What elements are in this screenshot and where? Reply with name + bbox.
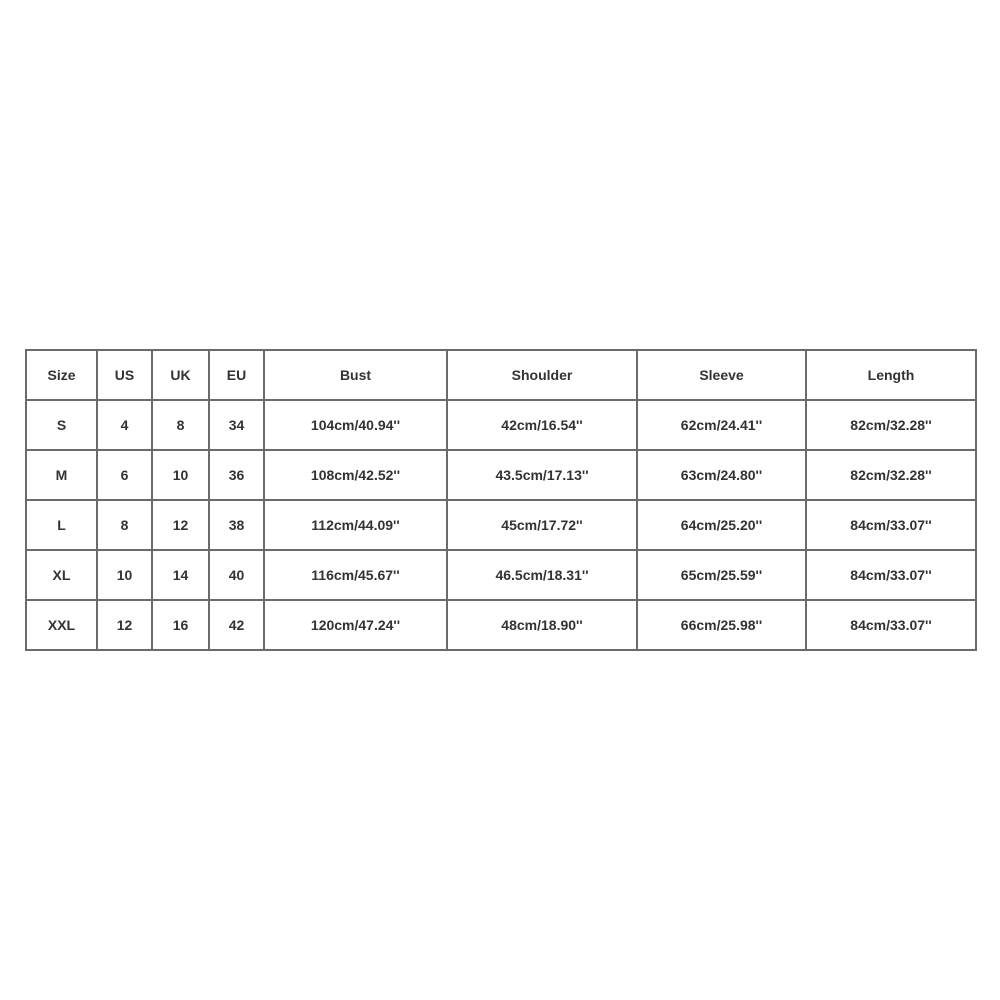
header-bust: Bust xyxy=(264,350,447,400)
cell-shoulder: 48cm/18.90'' xyxy=(447,600,637,650)
size-chart-table xyxy=(25,349,977,651)
cell-uk: 10 xyxy=(152,450,209,500)
cell-bust: 116cm/45.67'' xyxy=(264,550,447,600)
cell-length: 82cm/32.28'' xyxy=(806,450,976,500)
cell-uk: 8 xyxy=(152,400,209,450)
cell-sleeve: 63cm/24.80'' xyxy=(637,450,806,500)
cell-size: M xyxy=(26,450,97,500)
table-row xyxy=(26,400,976,450)
cell-sleeve: 62cm/24.41'' xyxy=(637,400,806,450)
header-shoulder: Shoulder xyxy=(447,350,637,400)
header-eu: EU xyxy=(209,350,264,400)
cell-sleeve: 66cm/25.98'' xyxy=(637,600,806,650)
cell-sleeve: 64cm/25.20'' xyxy=(637,500,806,550)
cell-bust: 112cm/44.09'' xyxy=(264,500,447,550)
cell-us: 4 xyxy=(97,400,152,450)
cell-shoulder: 46.5cm/18.31'' xyxy=(447,550,637,600)
cell-sleeve: 65cm/25.59'' xyxy=(637,550,806,600)
cell-uk: 14 xyxy=(152,550,209,600)
header-sleeve: Sleeve xyxy=(637,350,806,400)
cell-length: 84cm/33.07'' xyxy=(806,500,976,550)
cell-length: 84cm/33.07'' xyxy=(806,600,976,650)
table-row xyxy=(26,550,976,600)
header-row xyxy=(26,350,976,400)
cell-length: 82cm/32.28'' xyxy=(806,400,976,450)
cell-shoulder: 45cm/17.72'' xyxy=(447,500,637,550)
cell-uk: 12 xyxy=(152,500,209,550)
header-uk: UK xyxy=(152,350,209,400)
cell-eu: 36 xyxy=(209,450,264,500)
table-row xyxy=(26,500,976,550)
cell-bust: 104cm/40.94'' xyxy=(264,400,447,450)
cell-shoulder: 43.5cm/17.13'' xyxy=(447,450,637,500)
cell-size: S xyxy=(26,400,97,450)
cell-us: 10 xyxy=(97,550,152,600)
cell-size: XL xyxy=(26,550,97,600)
header-size: Size xyxy=(26,350,97,400)
cell-size: L xyxy=(26,500,97,550)
cell-bust: 108cm/42.52'' xyxy=(264,450,447,500)
cell-eu: 34 xyxy=(209,400,264,450)
cell-eu: 40 xyxy=(209,550,264,600)
cell-eu: 42 xyxy=(209,600,264,650)
cell-us: 8 xyxy=(97,500,152,550)
cell-size: XXL xyxy=(26,600,97,650)
cell-length: 84cm/33.07'' xyxy=(806,550,976,600)
cell-us: 6 xyxy=(97,450,152,500)
table-row xyxy=(26,450,976,500)
cell-uk: 16 xyxy=(152,600,209,650)
cell-eu: 38 xyxy=(209,500,264,550)
header-us: US xyxy=(97,350,152,400)
table-row xyxy=(26,600,976,650)
cell-shoulder: 42cm/16.54'' xyxy=(447,400,637,450)
header-length: Length xyxy=(806,350,976,400)
cell-bust: 120cm/47.24'' xyxy=(264,600,447,650)
cell-us: 12 xyxy=(97,600,152,650)
